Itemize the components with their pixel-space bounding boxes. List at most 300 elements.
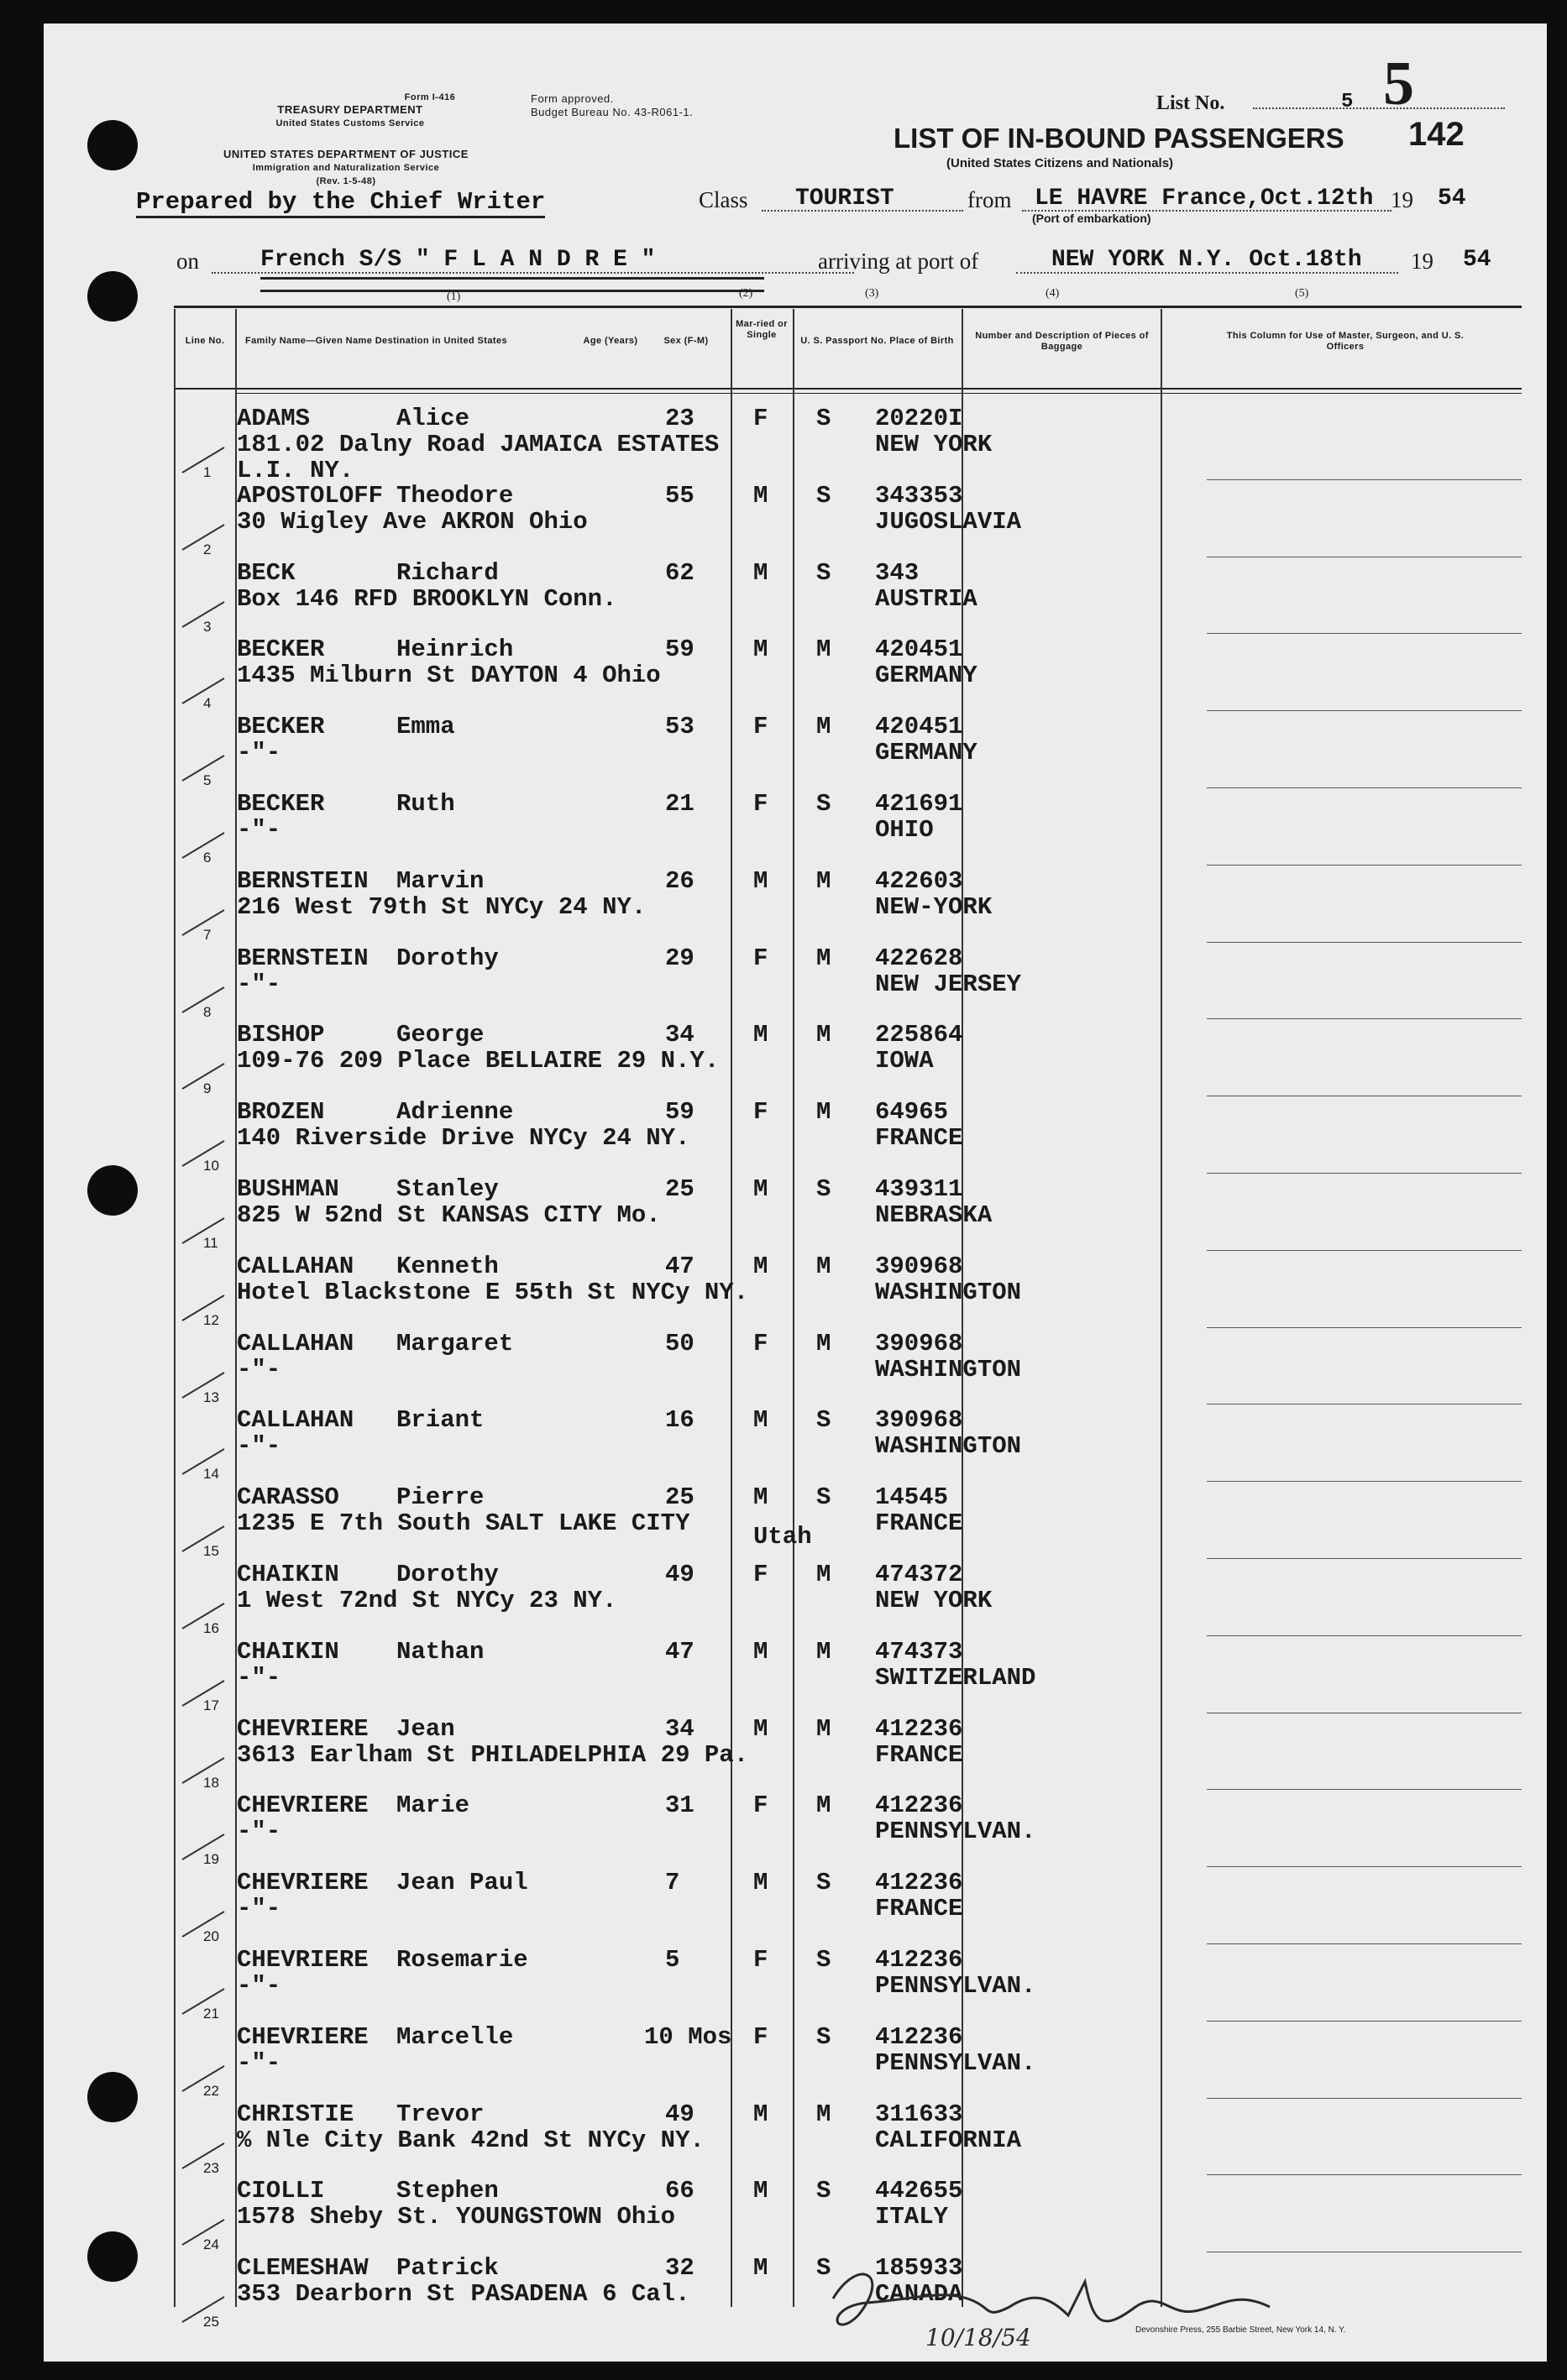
passenger-destination: -"- <box>237 2048 281 2077</box>
passenger-age: 59 <box>665 636 694 664</box>
punch-hole <box>87 2231 138 2282</box>
check-mark-icon <box>178 2215 237 2249</box>
passenger-family-name: ADAMS <box>237 405 311 432</box>
passenger-sex: M <box>753 1021 768 1049</box>
form-rev: (Rev. 1-5-48) <box>316 176 376 186</box>
passenger-sex: M <box>753 1869 768 1897</box>
check-mark-icon <box>178 1368 237 1402</box>
passenger-sex: M <box>753 866 768 895</box>
line-number: 15 <box>203 1543 219 1560</box>
passenger-family-name: BECKER <box>237 636 325 664</box>
manifest-page <box>44 24 1547 2362</box>
passenger-birthplace: NEW YORK <box>875 431 993 458</box>
table-row <box>237 1099 1522 1176</box>
table-header-border-2 <box>237 393 1522 394</box>
passenger-family-name: CHEVRIERE <box>237 1714 369 1743</box>
table-row <box>237 560 1522 637</box>
passenger-passport-no: 390968 <box>875 1406 963 1435</box>
budget-bureau: Budget Bureau No. 43-R061-1. <box>531 106 694 118</box>
check-mark-icon <box>178 1907 237 1941</box>
from-value: LE HAVRE France,Oct.12th <box>1035 186 1374 212</box>
passenger-passport-no: 412236 <box>875 1869 963 1897</box>
passenger-family-name: CHRISTIE <box>237 2100 354 2128</box>
table-row <box>237 405 1522 483</box>
passenger-passport-no: 343353 <box>875 481 963 510</box>
passenger-destination: 109-76 209 Place BELLAIRE 29 N.Y. <box>237 1047 720 1075</box>
passenger-given-name: Marcelle <box>396 2022 514 2051</box>
line-number: 24 <box>203 2236 219 2253</box>
passenger-birthplace: WASHINGTON <box>875 1355 1022 1384</box>
passenger-given-name: Theodore <box>396 481 514 510</box>
passenger-sex: F <box>753 1561 768 1588</box>
passenger-destination: Hotel Blackstone E 55th St NYCy NY. <box>237 1278 749 1306</box>
passenger-passport-no: 420451 <box>875 636 963 664</box>
passenger-given-name: Emma <box>396 713 455 741</box>
line-number: 22 <box>203 2082 219 2099</box>
col-header-name: Family Name—Given Name Destination in United States <box>245 336 507 346</box>
passenger-passport-no: 20220I <box>875 405 963 432</box>
passenger-destination: 1578 Sheby St. YOUNGSTOWN Ohio <box>237 2203 676 2231</box>
passenger-family-name: BECK <box>237 558 296 587</box>
list-no-label: List No. <box>1156 92 1225 114</box>
year-value-1: 54 <box>1438 186 1466 212</box>
passenger-sex: M <box>753 636 768 664</box>
passenger-family-name: CIOLLI <box>237 2177 325 2205</box>
form-number: Form I-416 <box>404 92 456 102</box>
line-number: 6 <box>203 850 212 866</box>
passenger-age: 5 <box>665 1946 680 1974</box>
table-row <box>237 1716 1522 1793</box>
passenger-passport-no: 225864 <box>875 1021 963 1049</box>
passenger-age: 34 <box>665 1021 694 1049</box>
passenger-given-name: Dorothy <box>396 944 499 972</box>
passenger-given-name: Jean Paul <box>396 1869 528 1897</box>
line-number: 8 <box>203 1003 212 1020</box>
col-header-officers: This Column for Use of Master, Surgeon, and U. S. Officers <box>1226 331 1465 352</box>
passenger-age: 34 <box>665 1714 694 1743</box>
passenger-passport-no: 442655 <box>875 2177 963 2205</box>
signature-date: 10/18/54 <box>925 2324 1031 2351</box>
table-row <box>237 1484 1522 1561</box>
passenger-destination: 1 West 72nd St NYCy 23 NY. <box>237 1587 617 1614</box>
line-number: 18 <box>203 1774 219 1791</box>
passenger-birthplace: JUGOSLAVIA <box>875 507 1022 536</box>
passenger-destination: 1235 E 7th South SALT LAKE CITY <box>237 1509 690 1538</box>
passenger-sex: M <box>753 1714 768 1743</box>
passenger-family-name: CALLAHAN <box>237 1252 354 1280</box>
passenger-sex: F <box>753 1946 768 1974</box>
table-row <box>237 1407 1522 1484</box>
passenger-age: 25 <box>665 1175 694 1203</box>
table-row <box>237 1331 1522 1408</box>
passenger-sex: M <box>753 1637 768 1666</box>
punch-hole <box>87 271 138 322</box>
check-mark-icon <box>178 1522 237 1556</box>
line-number: 16 <box>203 1620 219 1636</box>
passenger-age: 49 <box>665 1561 694 1588</box>
list-no-line <box>1253 107 1505 109</box>
check-mark-icon <box>178 1830 237 1864</box>
table-row <box>237 1792 1522 1870</box>
passenger-passport-no: 439311 <box>875 1175 963 1203</box>
passenger-age: 31 <box>665 1792 694 1820</box>
check-mark-icon <box>178 1754 237 1787</box>
passenger-age: 25 <box>665 1483 694 1512</box>
passenger-sex: M <box>753 2100 768 2128</box>
table-row <box>237 868 1522 945</box>
passenger-given-name: Rosemarie <box>396 1946 528 1974</box>
passenger-birthplace: SWITZERLAND <box>875 1663 1036 1692</box>
passenger-destination: 140 Riverside Drive NYCy 24 NY. <box>237 1124 690 1153</box>
line-number: 9 <box>203 1080 212 1097</box>
passenger-marital-status: S <box>816 481 831 510</box>
list-no-value: 5 <box>1341 91 1354 113</box>
passenger-age: 59 <box>665 1098 694 1127</box>
check-mark-icon <box>178 598 237 631</box>
passenger-birthplace: FRANCE <box>875 1740 963 1769</box>
check-mark-icon <box>178 751 237 785</box>
dept-justice: UNITED STATES DEPARTMENT OF JUSTICE <box>223 148 469 160</box>
check-mark-icon <box>178 1445 237 1478</box>
passenger-destination: -"- <box>237 1895 281 1923</box>
passenger-marital-status: M <box>816 1252 831 1280</box>
passenger-marital-status: M <box>816 713 831 741</box>
passenger-family-name: APOSTOLOFF <box>237 481 384 510</box>
passenger-destination: -"- <box>237 1972 281 2000</box>
line-number: 21 <box>203 2006 219 2022</box>
check-mark-icon <box>178 1137 237 1170</box>
passenger-sex: M <box>753 1175 768 1203</box>
passenger-birthplace: OHIO <box>875 816 934 844</box>
check-mark-icon <box>178 674 237 708</box>
passenger-destination: Box 146 RFD BROOKLYN Conn. <box>237 584 617 613</box>
passenger-marital-status: M <box>816 1329 831 1357</box>
passenger-family-name: BECKER <box>237 713 325 741</box>
passenger-destination: -"- <box>237 1818 281 1846</box>
passenger-destination: 825 W 52nd St KANSAS CITY Mo. <box>237 1201 661 1229</box>
passenger-given-name: Marvin <box>396 866 485 895</box>
passenger-age: 32 <box>665 2254 694 2283</box>
table-row <box>237 1176 1522 1253</box>
passenger-passport-no: 474373 <box>875 1637 963 1666</box>
line-number: 10 <box>203 1158 219 1174</box>
punch-hole <box>87 2072 138 2122</box>
table-row <box>237 636 1522 714</box>
col-header-sex: Sex (F-M) <box>663 336 709 346</box>
passenger-passport-no: 14545 <box>875 1483 949 1512</box>
passenger-age: 47 <box>665 1637 694 1666</box>
vessel-strike <box>260 277 764 292</box>
printer-footer: Devonshire Press, 255 Barbie Street, New York 14, N. Y. <box>1135 2325 1346 2335</box>
check-mark-icon <box>178 1214 237 1248</box>
passenger-sex: M <box>753 2177 768 2205</box>
passenger-destination: -"- <box>237 816 281 844</box>
passenger-destination: -"- <box>237 1355 281 1384</box>
passenger-destination: -"- <box>237 1432 281 1461</box>
check-mark-icon <box>178 520 237 554</box>
passenger-age: 29 <box>665 944 694 972</box>
passenger-age: 50 <box>665 1329 694 1357</box>
passenger-age: 16 <box>665 1406 694 1435</box>
on-label: on <box>176 248 199 274</box>
passenger-sex: M <box>753 558 768 587</box>
passenger-sex: F <box>753 1098 768 1127</box>
passenger-age: 47 <box>665 1252 694 1280</box>
table-row <box>237 791 1522 868</box>
col-num-5: (5) <box>1295 287 1309 300</box>
passenger-family-name: CHEVRIERE <box>237 2022 369 2051</box>
passenger-age: 26 <box>665 866 694 895</box>
passenger-birthplace: ITALY <box>875 2203 949 2231</box>
passenger-destination: 30 Wigley Ave AKRON Ohio <box>237 507 588 536</box>
passenger-marital-status: M <box>816 1637 831 1666</box>
table-row <box>237 2024 1522 2101</box>
passenger-age: 7 <box>665 1869 680 1897</box>
table-row <box>237 2101 1522 2179</box>
passenger-passport-no: 64965 <box>875 1098 949 1127</box>
col-num-2: (2) <box>739 287 753 300</box>
line-number: 11 <box>203 1235 218 1251</box>
passenger-given-name: Margaret <box>396 1329 514 1357</box>
check-mark-icon <box>178 1676 237 1710</box>
line-number: 20 <box>203 1928 219 1945</box>
check-mark-icon <box>178 1059 237 1093</box>
passenger-birthplace: CALIFORNIA <box>875 2126 1022 2154</box>
list-no-large: 5 <box>1383 50 1414 118</box>
passenger-destination: -"- <box>237 1663 281 1692</box>
passenger-marital-status: M <box>816 1792 831 1820</box>
class-value: TOURIST <box>795 186 894 212</box>
passenger-marital-status: S <box>816 2254 831 2283</box>
port-embarkation-caption: (Port of embarkation) <box>1032 212 1151 225</box>
passenger-birthplace: CANADA <box>875 2280 963 2309</box>
check-mark-icon <box>178 1985 237 2018</box>
passenger-passport-no: 412236 <box>875 2022 963 2051</box>
table-row <box>237 1870 1522 1947</box>
passenger-sex: F <box>753 1792 768 1820</box>
passenger-age: 53 <box>665 713 694 741</box>
passenger-birthplace: NEBRASKA <box>875 1201 993 1229</box>
passenger-marital-status: S <box>816 2177 831 2205</box>
passenger-marital-status: M <box>816 866 831 895</box>
passenger-destination-cont: L.I. NY. <box>237 457 354 484</box>
arrival-port: NEW YORK N.Y. Oct.18th <box>1051 247 1362 273</box>
passenger-given-name: George <box>396 1021 485 1049</box>
year-prefix-2: 19 <box>1411 248 1433 274</box>
prepared-by: Prepared by the Chief Writer <box>136 188 545 218</box>
table-row <box>237 945 1522 1023</box>
passenger-given-name: Stanley <box>396 1175 499 1203</box>
passenger-destination-cont: Utah <box>753 1523 812 1551</box>
page-subtitle: (United States Citizens and Nationals) <box>946 156 1174 170</box>
col-header-married: Mar-ried or Single <box>736 319 788 340</box>
passenger-given-name: Adrienne <box>396 1098 514 1127</box>
passenger-marital-status: S <box>816 1946 831 1974</box>
passenger-sex: M <box>753 1252 768 1280</box>
passenger-destination: 3613 Earlham St PHILADELPHIA 29 Pa. <box>237 1740 749 1769</box>
passenger-birthplace: GERMANY <box>875 662 977 690</box>
line-number: 4 <box>203 695 212 712</box>
passenger-passport-no: 390968 <box>875 1252 963 1280</box>
passenger-marital-status: M <box>816 1561 831 1588</box>
passenger-destination: 216 West 79th St NYCy 24 NY. <box>237 892 647 921</box>
col-divider <box>174 309 176 2307</box>
col-header-age: Age (Years) <box>583 336 638 346</box>
passenger-marital-status: M <box>816 1098 831 1127</box>
table-row <box>237 1947 1522 2024</box>
passenger-marital-status: M <box>816 2100 831 2128</box>
dept-customs: United States Customs Service <box>275 118 425 128</box>
col-num-4: (4) <box>1046 287 1060 300</box>
passenger-family-name: CARASSO <box>237 1483 339 1512</box>
vessel-name: French S/S " F L A N D R E " <box>260 247 656 273</box>
col-header-passport: U. S. Passport No. Place of Birth <box>800 336 954 346</box>
col-num-3: (3) <box>865 287 879 300</box>
passenger-marital-status: M <box>816 1714 831 1743</box>
passenger-passport-no: 412236 <box>875 1946 963 1974</box>
passenger-age: 66 <box>665 2177 694 2205</box>
dept-treasury: TREASURY DEPARTMENT <box>277 103 423 116</box>
passenger-family-name: BERNSTEIN <box>237 866 369 895</box>
passenger-marital-status: S <box>816 1175 831 1203</box>
passenger-age: 23 <box>665 405 694 432</box>
line-number: 1 <box>203 464 212 480</box>
passenger-birthplace: NEW YORK <box>875 1587 993 1614</box>
check-mark-icon <box>178 983 237 1017</box>
passenger-age: 10 Mos <box>644 2022 732 2051</box>
passenger-family-name: BISHOP <box>237 1021 325 1049</box>
passenger-age: 62 <box>665 558 694 587</box>
passenger-given-name: Richard <box>396 558 499 587</box>
check-mark-icon <box>178 906 237 939</box>
passenger-given-name: Heinrich <box>396 636 514 664</box>
passenger-family-name: BECKER <box>237 790 325 818</box>
passenger-sex: F <box>753 405 768 432</box>
form-approved: Form approved. <box>531 92 614 105</box>
passenger-birthplace: FRANCE <box>875 1895 963 1923</box>
passenger-family-name: CHEVRIERE <box>237 1792 369 1820</box>
passenger-given-name: Dorothy <box>396 1561 499 1588</box>
passenger-age: 21 <box>665 790 694 818</box>
passenger-destination: 353 Dearborn St PASADENA 6 Cal. <box>237 2280 690 2309</box>
passenger-passport-no: 390968 <box>875 1329 963 1357</box>
passenger-sex: F <box>753 1329 768 1357</box>
passenger-birthplace: NEW JERSEY <box>875 970 1022 998</box>
passenger-marital-status: M <box>816 944 831 972</box>
passenger-given-name: Stephen <box>396 2177 499 2205</box>
line-number: 25 <box>203 2314 219 2330</box>
check-mark-icon <box>178 829 237 862</box>
line-number: 17 <box>203 1697 219 1713</box>
punch-hole <box>87 120 138 170</box>
line-number: 2 <box>203 541 212 557</box>
arriving-label: arriving at port of <box>818 248 979 274</box>
passenger-sex: M <box>753 1483 768 1512</box>
passenger-marital-status: S <box>816 1406 831 1435</box>
table-row <box>237 1253 1522 1331</box>
passenger-sex: M <box>753 481 768 510</box>
table-row <box>237 1022 1522 1099</box>
check-mark-icon <box>178 443 237 477</box>
line-number: 3 <box>203 618 212 635</box>
passenger-birthplace: GERMANY <box>875 739 977 767</box>
table-row <box>237 1639 1522 1716</box>
passenger-birthplace: WASHINGTON <box>875 1278 1022 1306</box>
passenger-birthplace: AUSTRIA <box>875 584 977 613</box>
passenger-destination: 181.02 Dalny Road JAMAICA ESTATES <box>237 431 720 458</box>
col-header-baggage: Number and Description of Pieces of Baggage <box>975 331 1149 352</box>
line-number: 12 <box>203 1311 219 1328</box>
passenger-passport-no: 422628 <box>875 944 963 972</box>
line-number: 5 <box>203 772 212 789</box>
passenger-birthplace: WASHINGTON <box>875 1432 1022 1461</box>
page-stamp-number: 142 <box>1408 116 1465 153</box>
table-row <box>237 714 1522 791</box>
punch-hole <box>87 1165 138 1216</box>
passenger-family-name: CALLAHAN <box>237 1406 354 1435</box>
passenger-marital-status: M <box>816 636 831 664</box>
passenger-family-name: CHAIKIN <box>237 1561 339 1588</box>
passenger-passport-no: 474372 <box>875 1561 963 1588</box>
passenger-birthplace: FRANCE <box>875 1509 963 1538</box>
passenger-sex: M <box>753 2254 768 2283</box>
table-header-border <box>174 388 1522 390</box>
passenger-given-name: Ruth <box>396 790 455 818</box>
col-header-line-no: Line No. <box>185 336 225 346</box>
passenger-birthplace: NEW-YORK <box>875 892 993 921</box>
from-label: from <box>967 187 1012 212</box>
line-number: 7 <box>203 926 212 943</box>
passenger-given-name: Trevor <box>396 2100 485 2128</box>
passenger-age: 55 <box>665 481 694 510</box>
passenger-birthplace: IOWA <box>875 1047 934 1075</box>
passenger-given-name: Briant <box>396 1406 485 1435</box>
passenger-passport-no: 343 <box>875 558 920 587</box>
passenger-family-name: CLEMESHAW <box>237 2254 369 2283</box>
passenger-given-name: Pierre <box>396 1483 485 1512</box>
passenger-given-name: Patrick <box>396 2254 499 2283</box>
passenger-family-name: BERNSTEIN <box>237 944 369 972</box>
passenger-family-name: CHEVRIERE <box>237 1869 369 1897</box>
passenger-family-name: BROZEN <box>237 1098 325 1127</box>
passenger-destination: -"- <box>237 739 281 767</box>
passenger-marital-status: M <box>816 1021 831 1049</box>
passenger-family-name: CALLAHAN <box>237 1329 354 1357</box>
passenger-sex: F <box>753 790 768 818</box>
passenger-family-name: BUSHMAN <box>237 1175 339 1203</box>
col-num-1: (1) <box>447 290 461 303</box>
passenger-birthplace: PENNSYLVAN. <box>875 1818 1036 1846</box>
check-mark-icon <box>178 2062 237 2095</box>
passenger-family-name: CHEVRIERE <box>237 1946 369 1974</box>
passenger-marital-status: S <box>816 558 831 587</box>
table-top-border <box>174 306 1522 308</box>
passenger-passport-no: 420451 <box>875 713 963 741</box>
dept-immigration: Immigration and Naturalization Service <box>252 163 440 173</box>
passenger-given-name: Jean <box>396 1714 455 1743</box>
page-title: LIST OF IN-BOUND PASSENGERS <box>894 123 1344 154</box>
passenger-sex: F <box>753 713 768 741</box>
passenger-given-name: Nathan <box>396 1637 485 1666</box>
passenger-birthplace: FRANCE <box>875 1124 963 1153</box>
passenger-family-name: CHAIKIN <box>237 1637 339 1666</box>
passenger-marital-status: S <box>816 405 831 432</box>
line-number: 23 <box>203 2159 219 2176</box>
check-mark-icon <box>178 1599 237 1633</box>
passenger-passport-no: 421691 <box>875 790 963 818</box>
table-row <box>237 483 1522 560</box>
passenger-given-name: Marie <box>396 1792 470 1820</box>
